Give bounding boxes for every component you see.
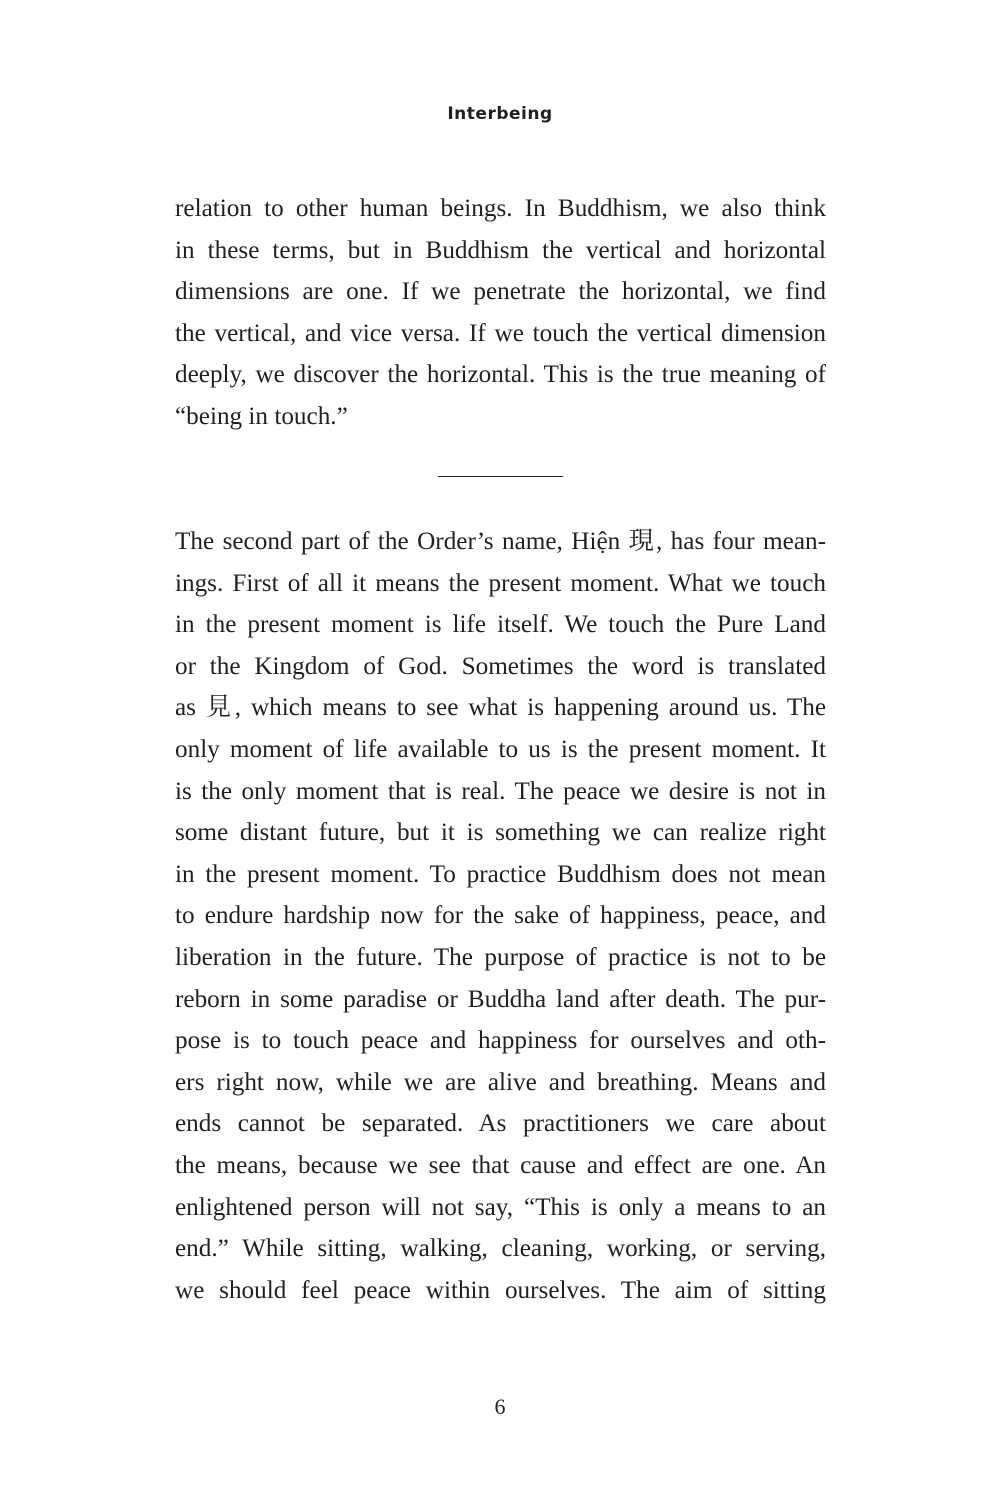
text-line: deeply, we discover the horizontal. This is the true meaning of (175, 361, 826, 389)
text-line: only moment of life available to us is the present moment. It (175, 735, 826, 763)
text-line: ers right now, while we are alive and breathing. Means and (175, 1068, 826, 1096)
text-line: dimensions are one. If we penetrate the horizontal, we find (175, 278, 826, 306)
text-line: as 見, which means to see what is happening around us. The (175, 694, 826, 722)
paragraph-2 (175, 521, 826, 1311)
text-line: pose is to touch peace and happiness for ourselves and oth- (175, 1027, 826, 1055)
text-line: “being in touch.” (175, 402, 348, 430)
text-line: in the present moment is life itself. We touch the Pure Land (175, 611, 826, 639)
text-line: The second part of the Order’s name, Hiện 現, has four mean- (175, 528, 826, 555)
text-line: or the Kingdom of God. Sometimes the word is translated (175, 652, 826, 680)
text-line: to endure hardship now for the sake of happiness, peace, and (175, 902, 826, 930)
text-line: we should feel peace within ourselves. The aim of sitting (175, 1276, 826, 1304)
text-line: ings. First of all it means the present moment. What we touch (175, 569, 826, 597)
text-line: the vertical, and vice versa. If we touch the vertical dimension (175, 319, 826, 347)
running-head-title: Interbeing (447, 104, 553, 124)
text-line: the means, because we see that cause and effect are one. An (175, 1151, 826, 1179)
text-line: reborn in some paradise or Buddha land after death. The pur- (175, 985, 826, 1013)
text-line: in the present moment. To practice Buddhism does not mean (175, 860, 826, 888)
text-line: liberation in the future. The purpose of practice is not to be (175, 943, 826, 971)
paragraph-1 (175, 188, 826, 438)
page-number: 6 (494, 1394, 506, 1419)
text-line: some distant future, but it is something we can realize right (175, 819, 826, 847)
text-line: end.” While sitting, walking, cleaning, working, or serving, (175, 1235, 826, 1263)
text-line: relation to other human beings. In Buddhism, we also think (175, 195, 826, 222)
text-line: enlightened person will not say, “This is only a means to an (175, 1193, 826, 1221)
text-line: is the only moment that is real. The peace we desire is not in (175, 777, 826, 805)
text-line: ends cannot be separated. As practitioners we care about (175, 1110, 826, 1138)
text-line: in these terms, but in Buddhism the vertical and horizontal (175, 236, 826, 264)
section-divider (438, 476, 563, 477)
